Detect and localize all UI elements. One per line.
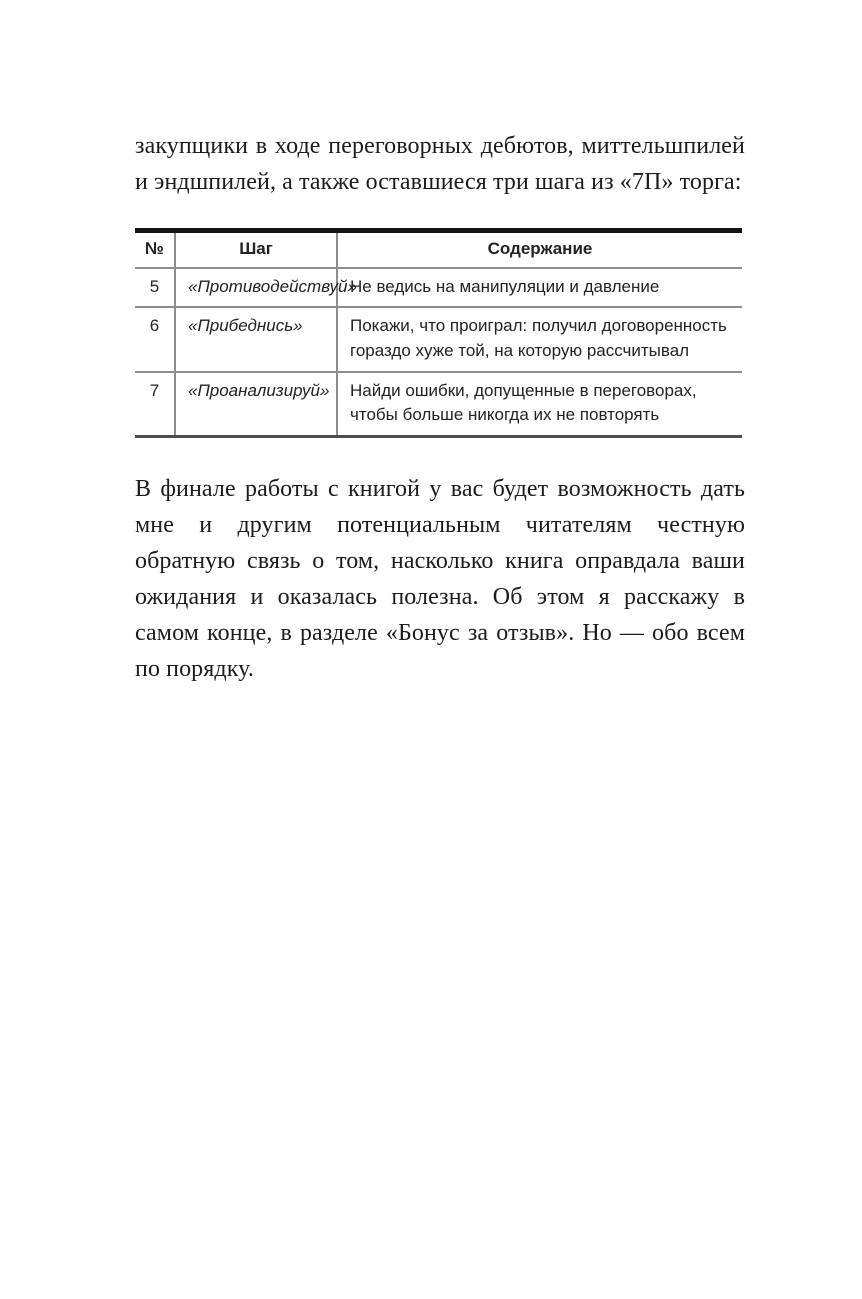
row-content: Покажи, что проиграл: получил договоренность гораздо хуже той, на которую рассчитывал [337, 307, 742, 371]
paragraph-bottom: В финале работы с книгой у вас будет возможность дать мне и другим потенциальным читателям честную обратную связь о том, насколько книга оправдала ваши ожидания и оказалась полезна. Об этом я расскажу в самом конце, в разделе «Бонус за отзыв». Но — обо всем по порядку. [135, 475, 745, 682]
row-content: Не ведись на манипуляции и давление [337, 268, 742, 308]
steps-table [135, 228, 742, 438]
paragraph-top: закупщики в ходе переговорных дебютов, миттельшпилей и эндшпилей, а также оставшиеся три шага из «7П» торга: [135, 133, 745, 195]
row-step: «Противодействуй» [175, 268, 337, 308]
table-header-num: № [135, 231, 175, 268]
row-step: «Проанализируй» [175, 372, 337, 437]
table-header-content: Содержание [337, 231, 742, 268]
table-header-step: Шаг [175, 231, 337, 268]
table-row [135, 307, 742, 371]
table-row [135, 268, 742, 308]
row-content: Найди ошибки, допущенные в переговорах, чтобы больше никогда их не повторять [337, 372, 742, 437]
table-row [135, 372, 742, 437]
row-step: «Прибеднись» [175, 307, 337, 371]
row-number: 6 [135, 307, 175, 371]
row-number: 7 [135, 372, 175, 437]
row-number: 5 [135, 268, 175, 308]
table-header-row [135, 231, 742, 268]
